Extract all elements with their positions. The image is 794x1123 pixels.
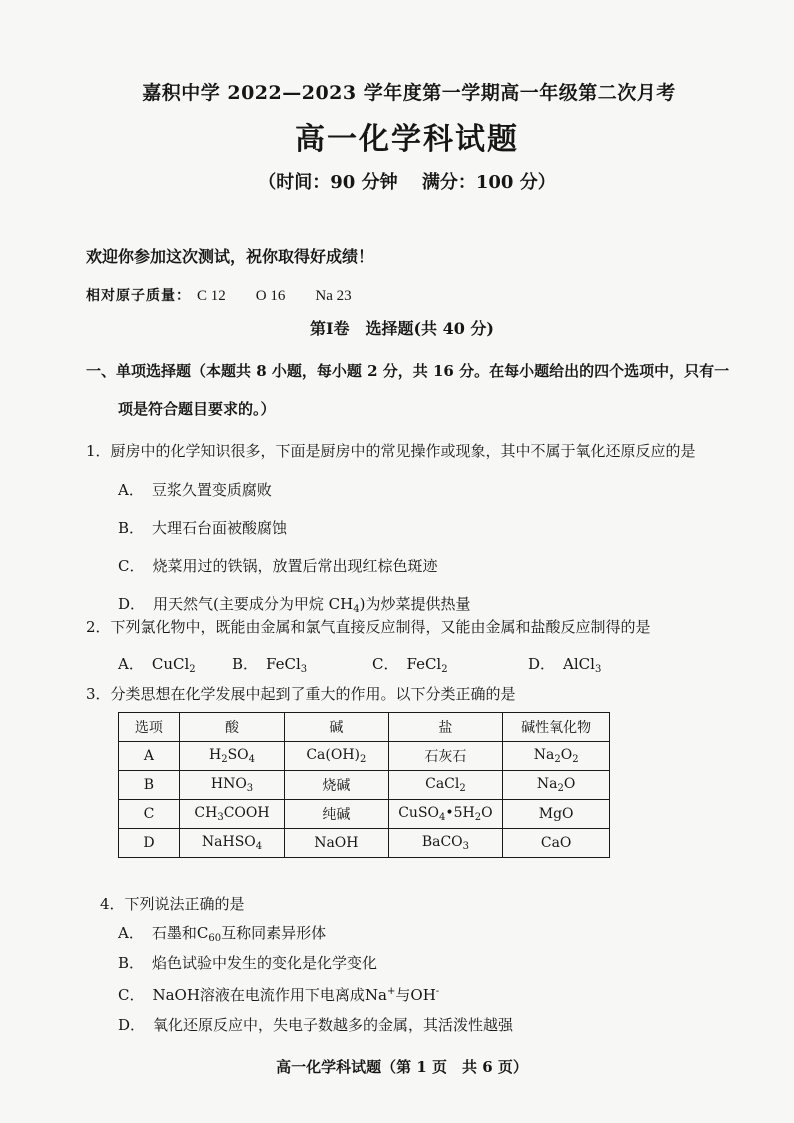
cell-acid: $H_2SO_4$ [179, 742, 284, 771]
option-text: CuCl [151, 655, 190, 673]
option-text: 用天然气(主要成分为甲烷 CH [153, 595, 354, 613]
header-salt: 盐 [388, 713, 503, 742]
cell-oxide: CaO [503, 829, 610, 858]
subscript: 3 [594, 664, 602, 675]
atomic-mass-na: Na 23 [315, 288, 352, 304]
option-label: A． [118, 924, 144, 942]
question-4-option-d [118, 1014, 513, 1035]
option-text: FeCl [266, 655, 301, 673]
cell-base: NaOH [285, 829, 388, 858]
option-text: 豆浆久置变质腐败 [151, 481, 272, 499]
question-4-stem: 4．下列说法正确的是 [100, 895, 245, 913]
table-header-row [119, 713, 610, 742]
option-label: B． [232, 655, 259, 673]
option-text: 石墨和C [151, 924, 209, 942]
cell-oxide: $Na_2O$ [503, 771, 610, 800]
subscript: 60 [208, 933, 222, 944]
option-label: D． [118, 595, 146, 613]
cell-base: $Ca(OH)_2$ [285, 742, 388, 771]
section-heading: 一、单项选择题（本题共 8 小题，每小题 2 分，共 16 分。在每小题给出的四个选项中，只有一 [86, 362, 730, 380]
option-text: NaOH溶液在电流作用下电离成Na [152, 986, 387, 1004]
superscript: + [387, 986, 396, 997]
header-base: 碱 [285, 713, 388, 742]
table-row [119, 800, 610, 829]
cell-salt: $CuSO_4•5H_2O$ [388, 800, 503, 829]
cell-base: 烧碱 [285, 771, 388, 800]
cell-oxide: MgO [503, 800, 610, 829]
volume-title: 第Ⅰ卷 选择题(共 40 分) [309, 319, 495, 338]
question-2-option-d [528, 653, 601, 675]
question-2-option-c [372, 653, 448, 675]
question-1-option-b [118, 517, 287, 538]
header-option: 选项 [119, 713, 180, 742]
option-label: B． [118, 519, 145, 537]
cell-salt: BaCO$_3$ [388, 829, 503, 858]
cell-option: B [119, 771, 180, 800]
question-4-option-b [118, 952, 377, 973]
question-2-stem: 2．下列氯化物中，既能由金属和氯气直接反应制得，又能由金属和盐酸反应制得的是 [86, 618, 651, 636]
section-heading-cont: 项是符合题目要求的。） [118, 400, 276, 418]
question-2-option-a [118, 653, 196, 675]
atomic-mass-c: C 12 [197, 288, 226, 304]
cell-option: A [119, 742, 180, 771]
cell-salt: CaCl$_2$ [388, 771, 503, 800]
option-label: C． [118, 986, 145, 1004]
option-label: C． [118, 557, 145, 575]
question-1-option-d [118, 593, 470, 615]
question-4-option-c [118, 984, 439, 1005]
header-basic-oxide: 碱性氧化物 [503, 713, 610, 742]
option-text: 大理石台面被酸腐蚀 [152, 519, 288, 537]
question-1-option-a [118, 479, 272, 500]
superscript: - [435, 986, 440, 997]
cell-acid: $CH_3COOH$ [179, 800, 284, 829]
greeting-text: 欢迎你参加这次测试，祝你取得好成绩！ [86, 247, 375, 266]
subscript: 2 [441, 664, 448, 675]
atomic-mass-o: O 16 [255, 288, 286, 304]
page-footer: 高一化学科试题（第 1 页 共 6 页） [276, 1058, 528, 1076]
option-text: 焰色试验中发生的变化是化学变化 [152, 954, 378, 972]
page-title: 高一化学科试题 [295, 122, 519, 157]
cell-salt: 石灰石 [388, 742, 503, 771]
option-label: D． [118, 1016, 146, 1034]
cell-option: C [119, 800, 180, 829]
option-text: 氧化还原反应中，失电子数越多的金属，其活泼性越强 [153, 1016, 514, 1034]
option-text: AlCl [563, 655, 595, 673]
question-1-option-c [118, 555, 438, 576]
table-row [119, 742, 610, 771]
table-row [119, 771, 610, 800]
option-text: 烧菜用过的铁锅，放置后常出现红棕色斑迹 [152, 557, 438, 575]
option-text: 互称同素异形体 [221, 924, 327, 942]
exam-time-score: （时间：90 分钟 满分：100 分） [258, 172, 556, 193]
cell-base: 纯碱 [285, 800, 388, 829]
question-3-stem: 3．分类思想在化学发展中起到了重大的作用。以下分类正确的是 [86, 685, 516, 703]
option-label: A． [118, 655, 144, 673]
atomic-mass-label: 相对原子质量： [86, 288, 191, 304]
question-2-option-b [232, 653, 307, 675]
question-4-option-a [118, 922, 326, 944]
option-text: )为炒菜提供热量 [359, 595, 471, 613]
option-label: D． [528, 655, 556, 673]
option-label: C． [372, 655, 399, 673]
option-text: FeCl [406, 655, 442, 673]
atomic-mass-line [86, 285, 352, 305]
option-label: A． [118, 481, 144, 499]
cell-acid: $HNO_3$ [179, 771, 284, 800]
subscript: 3 [300, 664, 308, 675]
table-row [119, 829, 610, 858]
cell-oxide: $Na_2O_2$ [503, 742, 610, 771]
classification-table [118, 712, 610, 858]
header-acid: 酸 [179, 713, 284, 742]
question-1-stem: 1．厨房中的化学知识很多，下面是厨房中的常见操作或现象，其中不属于氧化还原反应的是 [86, 442, 696, 460]
school-exam-title: 嘉积中学 2022—2023 学年度第一学期高一年级第二次月考 [142, 82, 676, 104]
option-text: 与OH [395, 986, 436, 1004]
subscript: 2 [189, 664, 196, 675]
cell-option: D [119, 829, 180, 858]
option-label: B． [118, 954, 145, 972]
subscript: 4 [353, 604, 360, 615]
cell-acid: NaHSO$_4$ [179, 829, 284, 858]
